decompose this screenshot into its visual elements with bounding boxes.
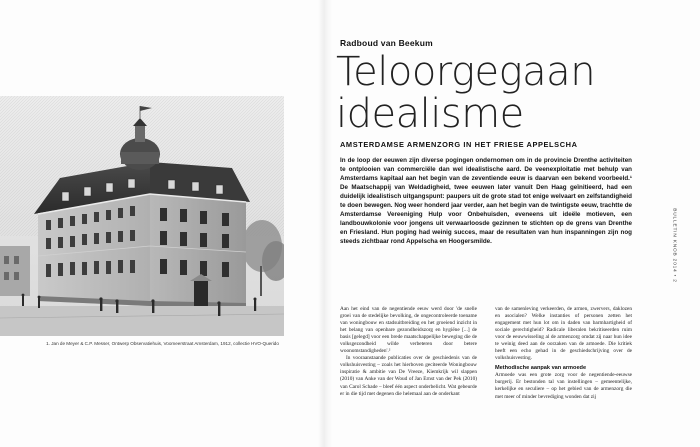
body-paragraph: Aan het eind van de negentiende eeuw werd door 'de snelle groei van de stedelijke bevolking, de ongecontroleerde toename van woningbouw en stadsuitbreiding en het groeiend inzicht in het belang van openbare gezondheidszorg en hygiëne [...] de basis [gelegd] voor een brede maatschappelijke beweging die de volksgezondheid wilde verbeteren door betere woonomstandigheden'.² xyxy=(340,306,477,355)
page-gutter xyxy=(318,0,332,447)
lead-paragraph: In de loop der eeuwen zijn diverse pogingen ondernomen om in de provincie Drenthe activiteiten te ontplooien van commerciële dan wel idealistische aard. De veenexploitatie met behulp van Amsterdams kapitaal aan het begin van de zeventiende eeuw is daarvan een bekend voorbeeld.¹ De Maatschappij van Weldadigheid, twee eeuwen later vanuit Den Haag geïnitieerd, had een duidelijk idealistisch uitgangspunt: paupers uit de grote stad tot enige welvaart en zelfstandigheid te doen bewegen. Nog weer honderd jaar verder, aan het begin van de twintigste eeuw, trachtte de Amsterdamse Vereeniging Hulp voor Onbehuisden, eveneens uit ideële motieven, een landbouwkolonie voor jongens uit verwaarloosde gezinnen te stichten op de grens van Drenthe en Friesland. Hun poging had weinig succes, maar de resultaten van hun inspanningen zijn nog steeds zichtbaar rond Appelscha en Hoogersmilde. xyxy=(340,157,632,246)
figure-caption: 1. Jan de Meyer & C.P. Messer, Ontwerp Observatiehuis, Voomeerstraat Amsterdam, 1912, collectie HVO-Querido xyxy=(46,341,279,346)
body-paragraph: In vooraanstaande publicaties over de geschiedenis van de volkshuisvesting – zoals het hierboven geciteerde Woningbouw inspiratie & ambitie van De Vreeze, Kiemkrijk wil slappen (2010) van Anke van der Woud of Jan Ernst van der Pek (2010) van Carol Schade – bleef één aspect onderbelicht. Wat gebeurde er in die tijd met degenen die helemaal aan de onderkant xyxy=(340,355,477,397)
body-column-2 xyxy=(495,306,632,401)
running-head xyxy=(670,205,678,285)
article-subtitle: AMSTERDAMSE ARMENZORG IN HET FRIESE APPELSCHA xyxy=(340,140,578,149)
article-title-line-2: idealisme xyxy=(336,91,524,137)
article-author: Radboud van Beekum xyxy=(340,38,433,48)
observatiehuis-drawing xyxy=(0,96,284,336)
building-illustration xyxy=(0,96,284,336)
running-head-text: BULLETIN KNOB 2014 • 2 xyxy=(671,207,677,283)
article-lead xyxy=(340,156,632,246)
body-paragraph: Armoede was een grote zorg voor de negentiende-eeuwse burgerij. Er bestonden tal van instellingen – gemeentelijke, kerkelijke en seculiere – op het gebied van de armenzorg die met meer of minder bevrediging wonden dat zij xyxy=(495,372,632,400)
section-heading: Methodische aanpak van armoede xyxy=(495,365,587,372)
article-title-line-1: Teloorgegaan xyxy=(336,49,596,95)
body-paragraph: van de samenleving verkeerden, de armen, zwervers, daklozen en asocialen? Welke instanties of personen zetten het engagement met hun lot om in daden van barmhartigheid of sociale gerechtigheid? Radicale liberalen bekritiseerden ruim voor de eeuwwisseling al de armenzorg omdat zij naar hun idee te weinig deed aan de oorzaken van de armoede. Die kritiek heeft een echo gehad in de geschiedschrijving over de volkshuisvesting. xyxy=(495,306,632,362)
body-column-1 xyxy=(340,306,477,398)
